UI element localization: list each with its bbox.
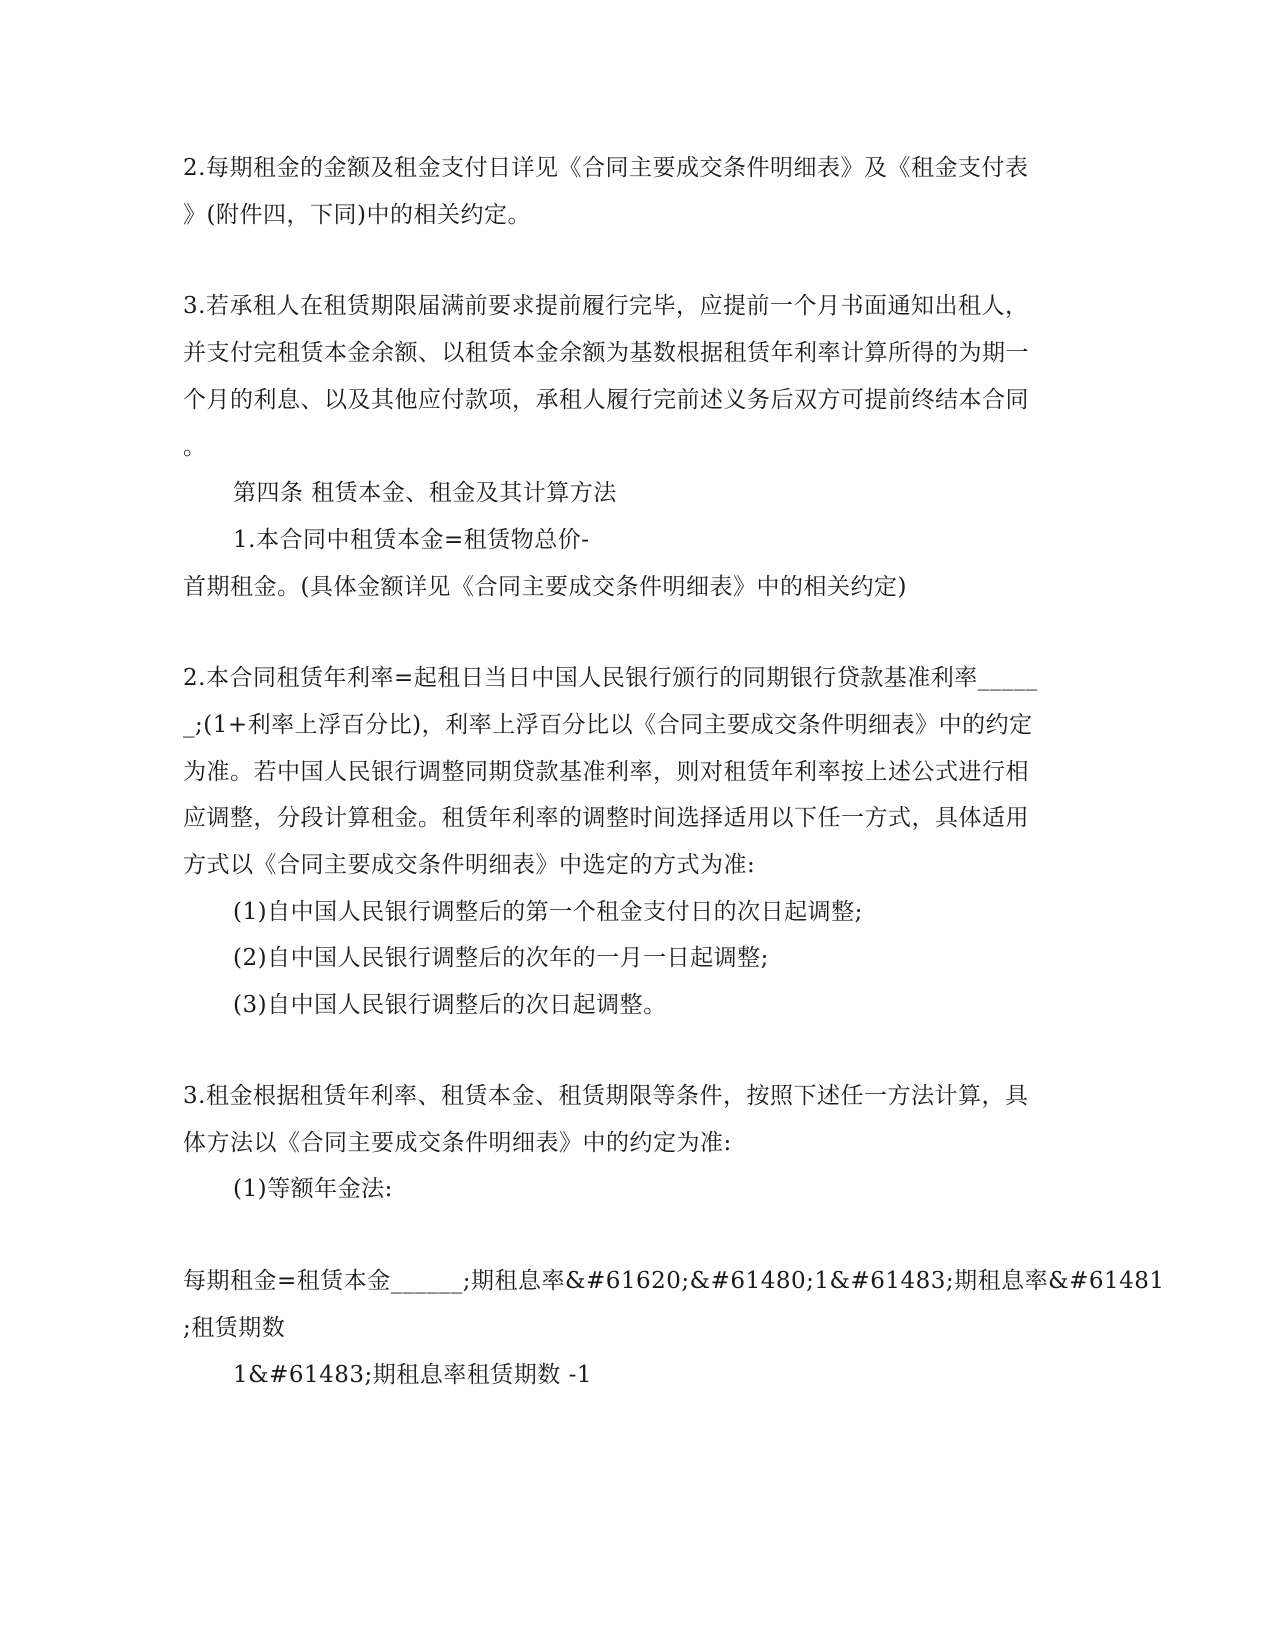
paragraph-line: 3.若承租人在租赁期限届满前要求提前履行完毕，应提前一个月书面通知出租人， — [183, 293, 1029, 319]
paragraph-line: 。 — [183, 434, 207, 460]
paragraph-line: 2.本合同租赁年利率=起租日当日中国人民银行颁行的同期银行贷款基准利率_____ — [183, 665, 1038, 691]
paragraph-line: 1.本合同中租赁本金=租赁物总价- — [233, 527, 590, 553]
list-item: (1)自中国人民银行调整后的第一个租金支付日的次日起调整; — [233, 899, 863, 925]
paragraph-line: 》(附件四，下同)中的相关约定。 — [183, 202, 531, 228]
paragraph-line: 体方法以《合同主要成交条件明细表》中的约定为准: — [183, 1130, 732, 1156]
list-item: (3)自中国人民银行调整后的次日起调整。 — [233, 992, 667, 1018]
paragraph-line: _;(1+利率上浮百分比)，利率上浮百分比以《合同主要成交条件明细表》中的约定 — [183, 712, 1033, 738]
paragraph-line: 应调整，分段计算租金。租赁年利率的调整时间选择适用以下任一方式，具体适用 — [183, 805, 1029, 831]
paragraph-line: 2.每期租金的金额及租金支付日详见《合同主要成交条件明细表》及《租金支付表 — [183, 155, 1029, 181]
paragraph-line: 首期租金。(具体金额详见《合同主要成交条件明细表》中的相关约定) — [183, 574, 907, 600]
paragraph-line: 方式以《合同主要成交条件明细表》中选定的方式为准: — [183, 852, 756, 878]
formula-line: ;租赁期数 — [183, 1315, 286, 1341]
formula-line: 每期租金=租赁本金______;期租息率&#61620;&#61480;1&#61483;期租息率&#61481 — [183, 1268, 1165, 1294]
list-item: (1)等额年金法: — [233, 1176, 393, 1202]
paragraph-line: 个月的利息、以及其他应付款项，承租人履行完前述义务后双方可提前终结本合同 — [183, 387, 1029, 413]
list-item: (2)自中国人民银行调整后的次年的一月一日起调整; — [233, 945, 769, 971]
formula-line: 1&#61483;期租息率租赁期数 -1 — [233, 1362, 593, 1388]
paragraph-line: 为准。若中国人民银行调整同期贷款基准利率，则对租赁年利率按上述公式进行相 — [183, 759, 1029, 785]
paragraph-line: 并支付完租赁本金余额、以租赁本金余额为基数根据租赁年利率计算所得的为期一 — [183, 340, 1029, 366]
section-heading: 第四条 租赁本金、租金及其计算方法 — [233, 480, 617, 506]
paragraph-line: 3.租金根据租赁年利率、租赁本金、租赁期限等条件，按照下述任一方法计算，具 — [183, 1083, 1029, 1109]
